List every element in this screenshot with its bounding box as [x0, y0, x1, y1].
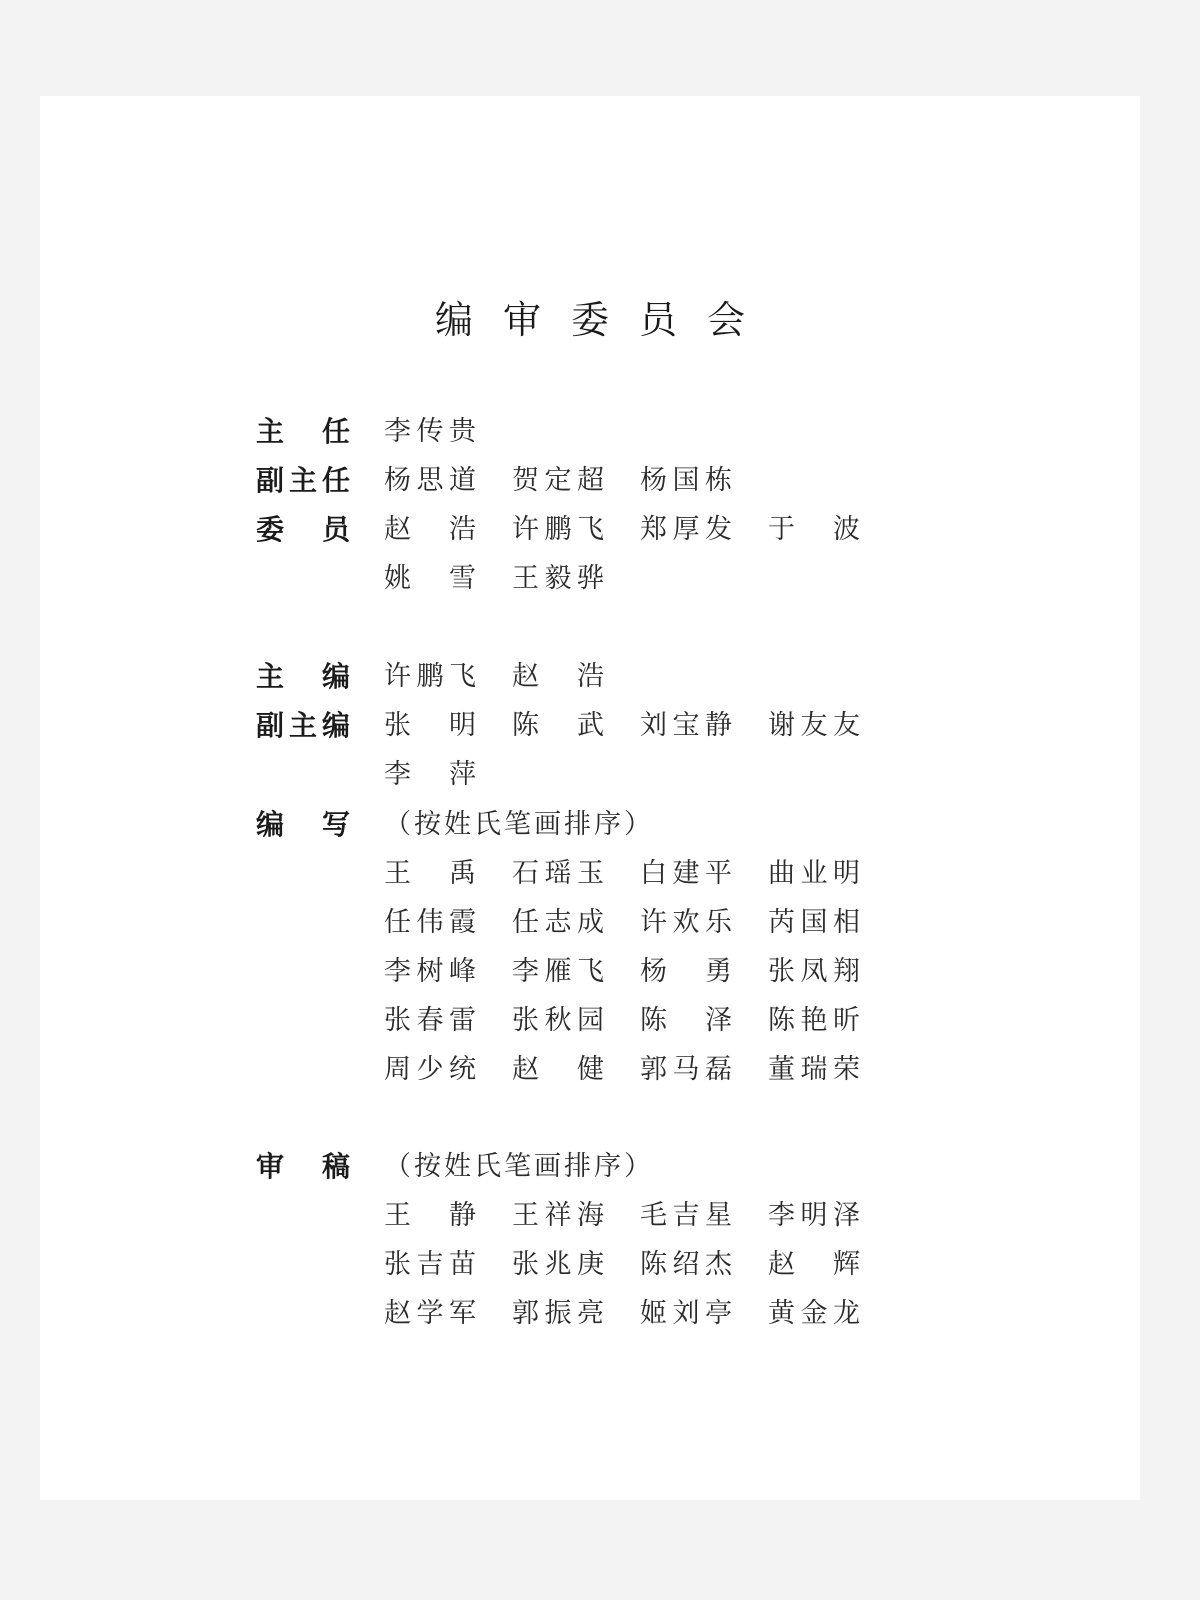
member-name: 赵 辉 — [768, 1249, 860, 1280]
member-name: 王 祥 海 — [512, 1200, 604, 1231]
section-label: 主 编 — [256, 660, 350, 693]
member-name: 张 兆 庚 — [512, 1249, 604, 1280]
member-name: 刘 宝 静 — [640, 710, 732, 741]
page-sheet — [40, 96, 1140, 1500]
section-label: 审 稿 — [256, 1150, 350, 1183]
member-name: 杨 国 栋 — [640, 465, 732, 496]
section-label: 主 任 — [256, 415, 350, 448]
member-name: 李 萍 — [384, 759, 476, 790]
member-name: 陈 艳 昕 — [768, 1005, 860, 1036]
member-name: 王 禹 — [384, 858, 476, 889]
member-name: 赵 健 — [512, 1054, 604, 1085]
member-name: 李 树 峰 — [384, 956, 476, 987]
member-name: 陈 武 — [512, 710, 604, 741]
member-name: 赵 浩 — [512, 661, 604, 692]
member-name: 张 秋 园 — [512, 1005, 604, 1036]
member-name: 董 瑞 荣 — [768, 1054, 860, 1085]
member-name: 张 吉 苗 — [384, 1249, 476, 1280]
member-name: 曲 业 明 — [768, 858, 860, 889]
member-name: 张 春 雷 — [384, 1005, 476, 1036]
member-name: 于 波 — [768, 514, 860, 545]
member-name: 周 少 统 — [384, 1054, 476, 1085]
member-name: 杨 勇 — [640, 956, 732, 987]
member-name: 姬 刘 亭 — [640, 1298, 732, 1329]
section-label: 副 主 任 — [256, 464, 350, 497]
member-name: 许 鹏 飞 — [512, 514, 604, 545]
member-name: 毛 吉 星 — [640, 1200, 732, 1231]
member-name: 陈 泽 — [640, 1005, 732, 1036]
member-name: 郭 振 亮 — [512, 1298, 604, 1329]
member-name: 贺 定 超 — [512, 465, 604, 496]
member-name: 许 鹏 飞 — [384, 661, 476, 692]
member-name: 芮 国 相 — [768, 907, 860, 938]
member-name: 石 瑶 玉 — [512, 858, 604, 889]
section-label: 副 主 编 — [256, 709, 350, 742]
sort-note: （按姓氏笔画排序） — [384, 1151, 654, 1182]
member-name: 许 欢 乐 — [640, 907, 732, 938]
member-name: 杨 思 道 — [384, 465, 476, 496]
member-name: 黄 金 龙 — [768, 1298, 860, 1329]
member-name: 李 传 贵 — [384, 416, 476, 447]
section-label: 编 写 — [256, 808, 350, 841]
member-name: 李 明 泽 — [768, 1200, 860, 1231]
section-label: 委 员 — [256, 513, 350, 546]
member-name: 白 建 平 — [640, 858, 732, 889]
member-name: 赵 学 军 — [384, 1298, 476, 1329]
member-name: 王 毅 骅 — [512, 563, 604, 594]
member-name: 陈 绍 杰 — [640, 1249, 732, 1280]
member-name: 赵 浩 — [384, 514, 476, 545]
member-name: 张 凤 翔 — [768, 956, 860, 987]
member-name: 任 志 成 — [512, 907, 604, 938]
member-name: 郭 马 磊 — [640, 1054, 732, 1085]
page-title: 编审委员会 — [434, 298, 775, 342]
member-name: 王 静 — [384, 1200, 476, 1231]
member-name: 姚 雪 — [384, 563, 476, 594]
member-name: 任 伟 霞 — [384, 907, 476, 938]
member-name: 郑 厚 发 — [640, 514, 732, 545]
member-name: 张 明 — [384, 710, 476, 741]
member-name: 李 雁 飞 — [512, 956, 604, 987]
member-name: 谢 友 友 — [768, 710, 860, 741]
sort-note: （按姓氏笔画排序） — [384, 809, 654, 840]
